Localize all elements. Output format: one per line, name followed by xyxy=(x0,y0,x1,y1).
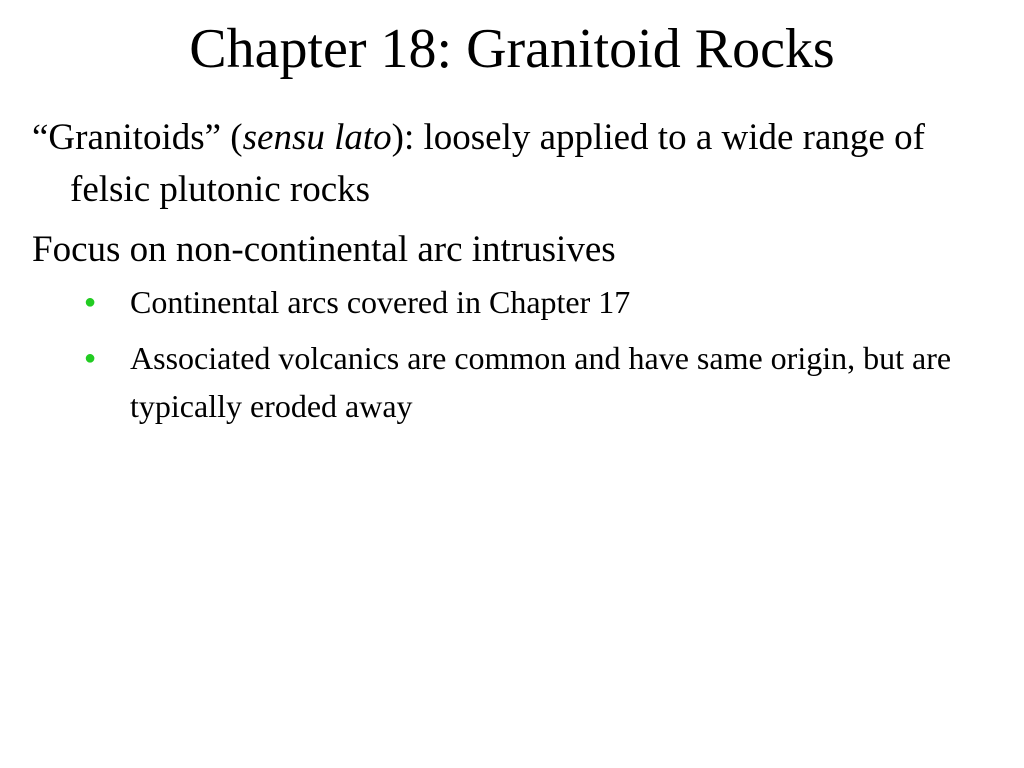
paragraph-granitoids-italic: sensu lato xyxy=(242,117,392,158)
bullet-dot-icon xyxy=(84,334,98,382)
slide-body xyxy=(32,112,992,438)
bullet-dot-icon xyxy=(84,278,98,326)
sub-bullet-item xyxy=(32,278,992,326)
sub-bullet-item xyxy=(32,334,992,430)
sub-bullet-text: Associated volcanics are common and have same origin, but are typically eroded away xyxy=(130,340,952,424)
paragraph-granitoids-prefix: “Granitoids” ( xyxy=(32,117,243,158)
paragraph-granitoids-suffix: ): loosely applied to a wide range of felsic plutonic rocks xyxy=(70,117,925,210)
slide-title: Chapter 18: Granitoid Rocks xyxy=(189,18,835,80)
paragraph-granitoids xyxy=(32,112,992,216)
paragraph-focus: Focus on non-continental arc intrusives xyxy=(32,229,616,270)
sub-bullet-list xyxy=(32,278,992,430)
sub-bullet-text: Continental arcs covered in Chapter 17 xyxy=(130,284,631,320)
